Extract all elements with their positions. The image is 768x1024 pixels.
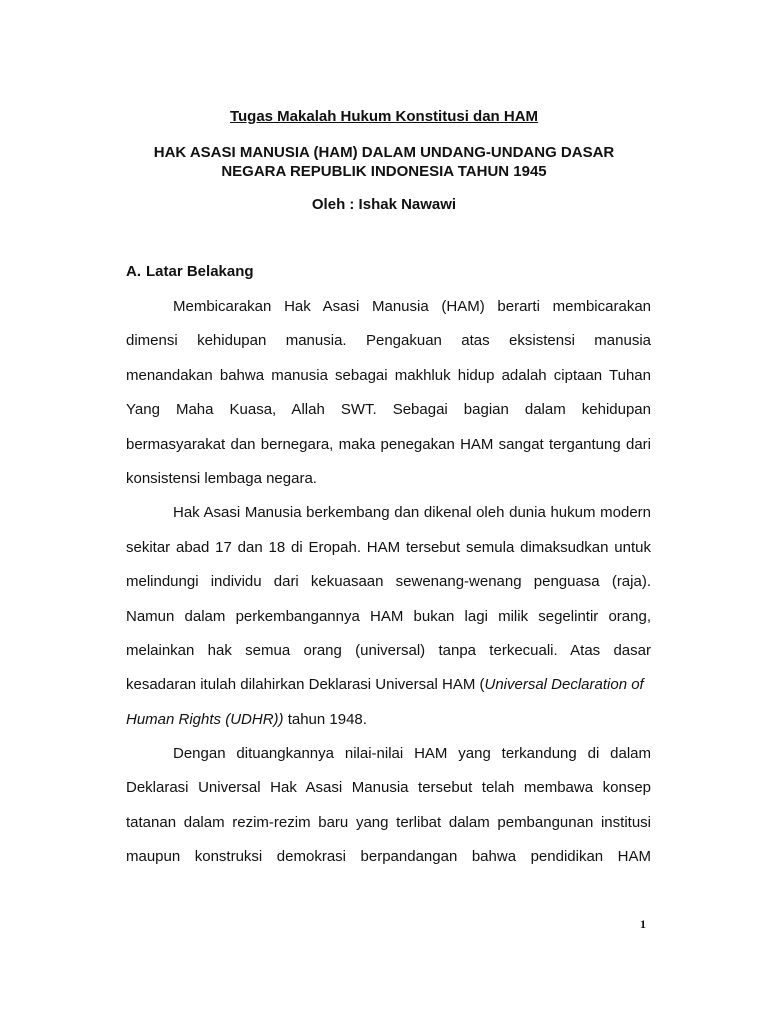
paragraph-line [126,703,651,737]
main-title-line: HAK ASASI MANUSIA (HAM) DALAM UNDANG-UNDANG DASAR [153,144,615,161]
paragraph-line: maupun konstruksi demokrasi berpandangan bahwa pendidikan HAM [126,848,651,866]
paragraph-text: kesadaran itulah dilahirkan Deklarasi Universal HAM ( [126,676,485,694]
paragraph-line: melindungi individu dari kekuasaan sewenang-wenang penguasa (raja). [126,573,651,591]
paragraph-line: tatanan dalam rezim-rezim baru yang terlibat dalam pembangunan institusi [126,813,651,831]
emphasis-text: Universal Declaration of [484,676,644,694]
course-title: Tugas Makalah Hukum Konstitusi dan HAM [229,108,539,125]
paragraph-line: bermasyarakat dan bernegara, maka penegakan HAM sangat tergantung dari [126,435,651,453]
section-number: A. [126,263,141,280]
paragraph-line [126,668,651,702]
paragraph-line: menandakan bahwa manusia sebagai makhluk hidup adalah ciptaan Tuhan [126,366,651,384]
paragraph-line: dimensi kehidupan manusia. Pengakuan atas eksistensi manusia [126,332,651,350]
main-title [0,143,768,181]
paragraph-line: Deklarasi Universal Hak Asasi Manusia tersebut telah membawa konsep [126,779,651,797]
paragraph-line: Namun dalam perkembangannya HAM bukan lagi milik segelintir orang, [126,607,651,625]
paragraph-line: sekitar abad 17 dan 18 di Eropah. HAM tersebut semula dimaksudkan untuk [126,538,651,556]
author-line: Oleh : Ishak Nawawi [311,196,457,213]
section-title: Latar Belakang [146,263,254,280]
paragraph-line: Dengan dituangkannya nilai-nilai HAM yang terkandung di dalam [173,745,651,763]
paragraph-line: konsistensi lembaga negara. [126,469,317,487]
main-title-line: NEGARA REPUBLIK INDONESIA TAHUN 1945 [221,163,547,180]
emphasis-text: Human Rights (UDHR)) [126,710,284,728]
paragraph-line: Membicarakan Hak Asasi Manusia (HAM) berarti membicarakan [173,298,651,315]
paragraph-text: tahun 1948. [283,710,367,728]
paragraph-line: Hak Asasi Manusia berkembang dan dikenal oleh dunia hukum modern [173,504,651,522]
body-text [126,290,651,875]
section-heading [126,263,254,280]
paragraph-line: melainkan hak semua orang (universal) tanpa terkecuali. Atas dasar [126,641,651,659]
paragraph-line: Yang Maha Kuasa, Allah SWT. Sebagai bagian dalam kehidupan [126,401,651,419]
page-number: 1 [640,917,646,931]
